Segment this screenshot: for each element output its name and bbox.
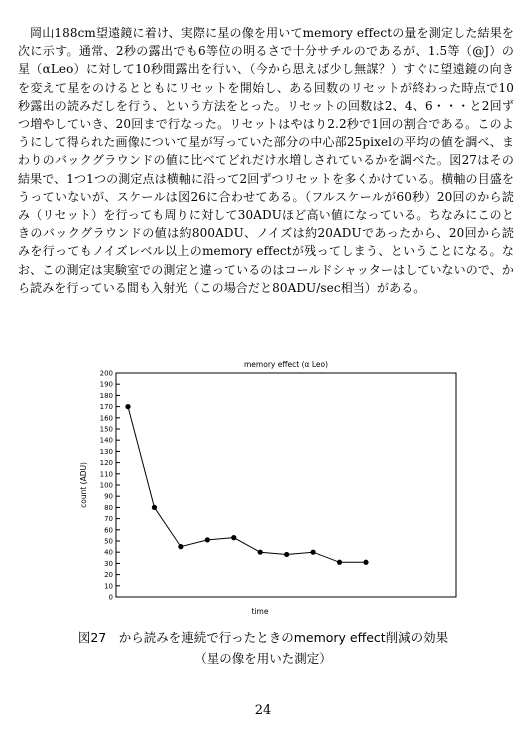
data-point xyxy=(125,404,130,409)
data-point xyxy=(337,560,342,565)
data-point xyxy=(284,552,289,557)
y-tick-label: 180 xyxy=(99,391,113,400)
y-tick-label: 90 xyxy=(104,492,113,501)
y-tick-label: 110 xyxy=(99,470,113,479)
chart-y-axis-label: count (ADU) xyxy=(79,462,88,508)
y-tick-label: 0 xyxy=(108,593,113,602)
y-tick-label: 40 xyxy=(104,548,113,557)
plot-frame xyxy=(116,373,456,597)
page-number: 24 xyxy=(254,703,272,718)
data-point xyxy=(258,550,263,555)
y-tick-label: 130 xyxy=(99,447,113,456)
y-tick-label: 160 xyxy=(99,414,113,423)
data-point xyxy=(231,535,236,540)
data-point xyxy=(152,505,157,510)
data-point xyxy=(311,550,316,555)
body-paragraph: 岡山188cm望遠鏡に着け、実際に星の像を用いてmemory effectの量を測定した結果を次に示す。通常、2秒の露出でも6等位の明るさで十分サチルのであるが、1.5等（@J）の星（αLeo）に対して10秒間露出を行い、（今から思えば少し無謀？）すぐに望遠鏡の向きを変えて星をのけるとともにリセットを開始し、ある回数のリセットが終わった時点で10秒露出の読みだしを行う、という方法をとった。リセットの回数は2、4、6・・・と2回ずつ増やしていき、20回まで行なった。リセットはやはり2.2秒で1回の割合である。このようにして得られた画像について星が写っていた部分の中心部25pixelの平均の値を調べ、まわりのバックグラウンドの値に比べてどれだけ水増しされているかを調べた。図27はその結果で、1つ1つの測定点は横軸に沿って2回ずつリセットを多くかけている。横軸の目盛をうっていないが、スケールは図26に合わせてある。（フルスケールが60秒）20回のから読み（リセット）を行っても周りに対して30ADUほど高い値になっている。ちなみにこのときのバックグラウンドの値は約800ADU、ノイズは約20ADUであったから、20回から読みを行ってもノイズレベル以上のmemory effectが残ってしまう、ということになる。なお、この測定は実験室での測定と違っているのはコールドシャッターはしていないので、から読みを行っている間も入射光（この場合だと80ADU/sec相当）がある。 xyxy=(18,26,514,295)
y-tick-label: 190 xyxy=(99,380,113,389)
y-tick-label: 30 xyxy=(104,559,113,568)
figure-caption-subtitle: （星の像を用いた測定） xyxy=(194,651,332,666)
series-line xyxy=(128,407,366,563)
chart-x-axis-label: time xyxy=(251,607,269,616)
y-tick-label: 100 xyxy=(99,481,113,490)
data-point xyxy=(178,544,183,549)
y-tick-label: 140 xyxy=(99,436,113,445)
y-tick-label: 120 xyxy=(99,459,113,468)
y-tick-label: 20 xyxy=(104,571,113,580)
figure-27 xyxy=(60,350,480,620)
data-point xyxy=(363,560,368,565)
y-tick-label: 200 xyxy=(99,369,113,378)
y-tick-label: 80 xyxy=(104,503,113,512)
data-point xyxy=(205,537,210,542)
y-tick-label: 60 xyxy=(104,526,113,535)
memory-effect-chart xyxy=(60,350,480,620)
y-tick-label: 170 xyxy=(99,403,113,412)
y-tick-label: 10 xyxy=(104,582,113,591)
chart-title: memory effect (α Leo) xyxy=(244,360,328,369)
figure-caption: 図27 から読みを連続で行ったときのmemory effect削減の効果 xyxy=(77,630,449,645)
y-tick-label: 70 xyxy=(104,515,113,524)
y-tick-label: 50 xyxy=(104,537,113,546)
y-tick-label: 150 xyxy=(99,425,113,434)
